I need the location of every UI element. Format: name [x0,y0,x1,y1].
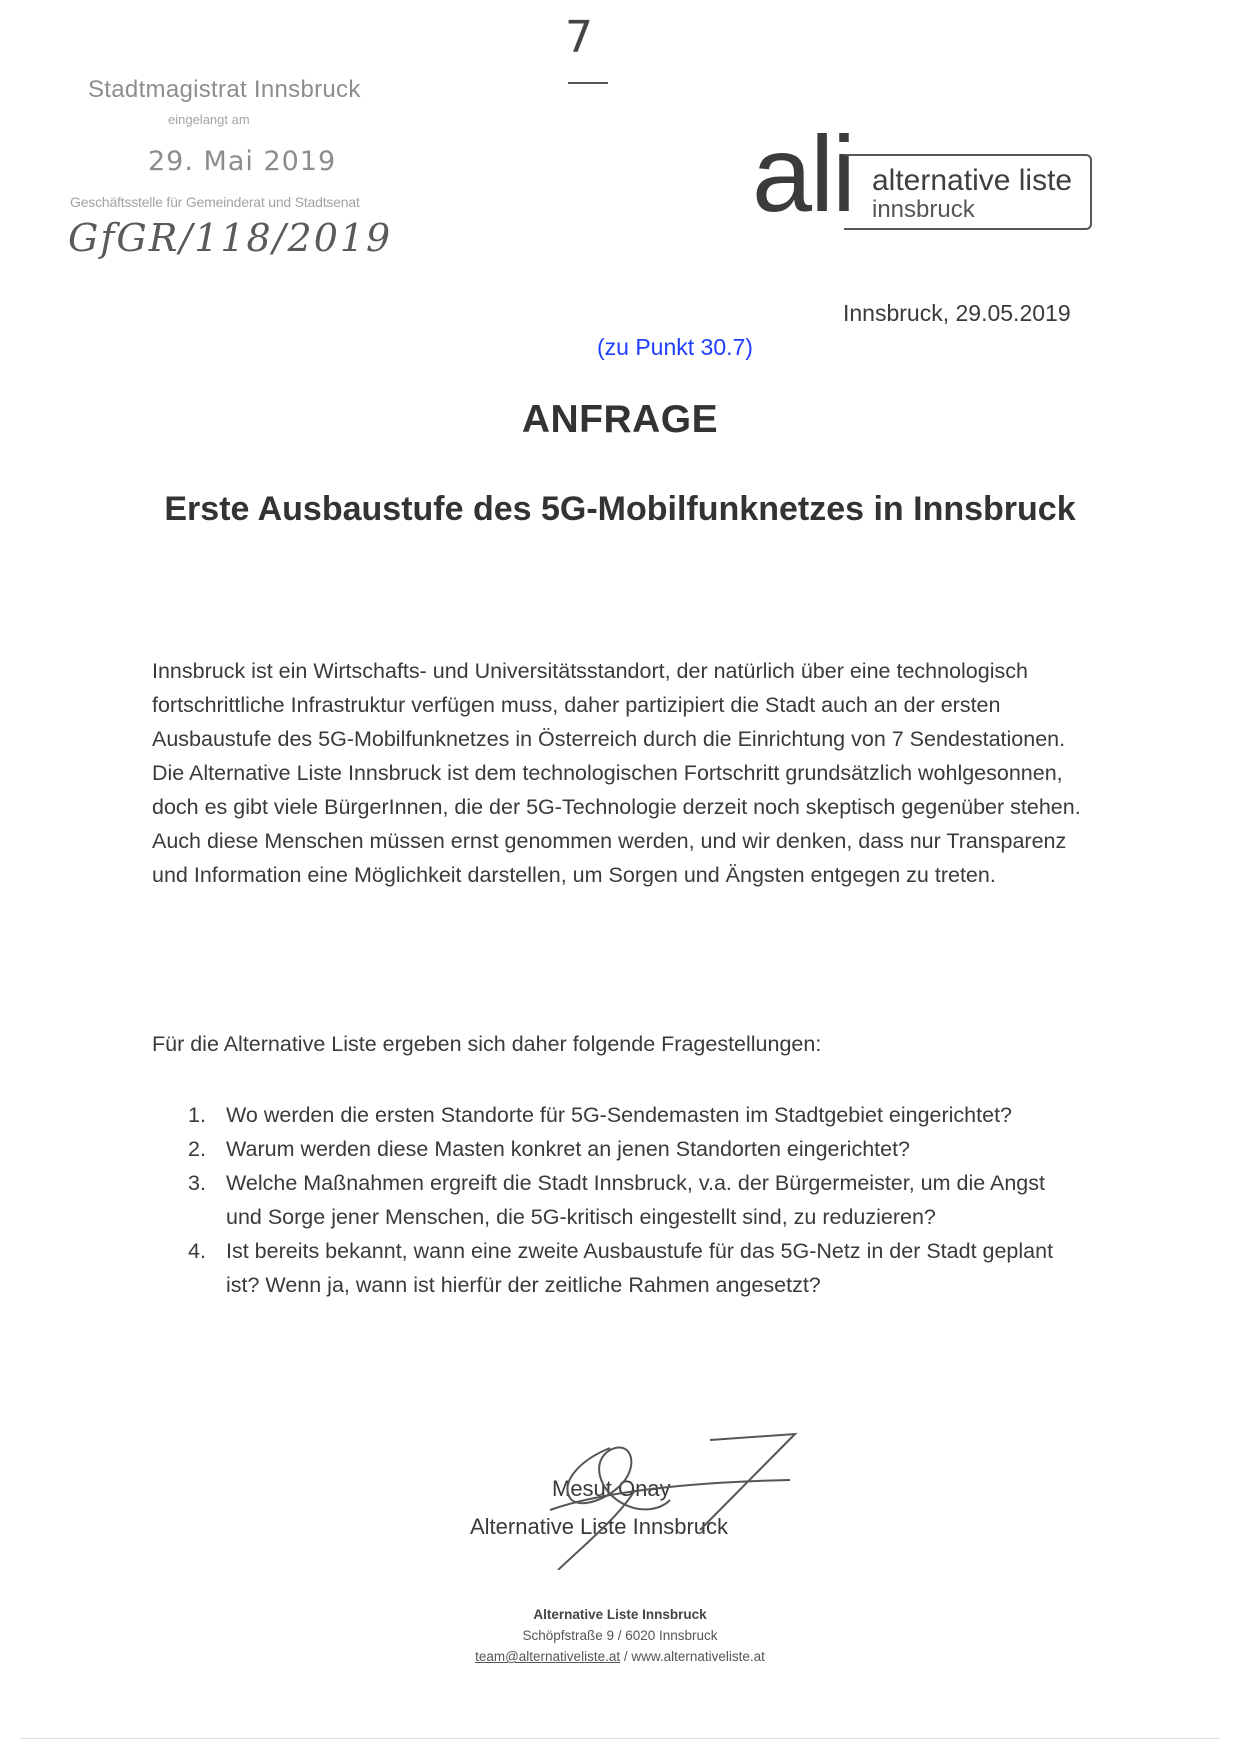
questions-intro: Für die Alternative Liste ergeben sich daher folgende Fragestellungen: [152,1032,822,1056]
page-bottom-edge [20,1738,1220,1739]
question-number: 4. [188,1239,206,1263]
logo-mark: ali [752,113,855,234]
agenda-reference: (zu Punkt 30.7) [597,334,753,360]
question-item [180,1098,1080,1132]
body-text [152,654,1082,892]
stamp-office: Stadtmagistrat Innsbruck [88,76,361,103]
signatory-name: Mesut Onay [552,1476,671,1501]
place-date: Innsbruck, 29.05.2019 [843,300,1071,326]
letter-footer [0,1604,1240,1667]
signatory-organization: Alternative Liste Innsbruck [470,1514,729,1539]
paragraph-2: Die Alternative Liste Innsbruck ist dem technologischen Fortschritt grundsätzlich wohlgesonnen, doch es gibt viele BürgerInnen, die der 5G-Technologie derzeit noch skeptisch gegenüber stehen. [152,761,1081,819]
question-number: 1. [188,1103,206,1127]
footer-separator: / [620,1649,632,1664]
handwritten-signature [460,1420,840,1570]
question-text: Wo werden die ersten Standorte für 5G-Sendemasten im Stadtgebiet eingerichtet? [226,1103,1012,1127]
question-text: Welche Maßnahmen ergreift die Stadt Innsbruck, v.a. der Bürgermeister, um die Angst und Sorge jener Menschen, die 5G-kritisch eingestellt sind, zu reduzieren? [226,1171,1045,1229]
ali-logo [752,113,1092,234]
signature-block [460,1420,840,1570]
stamp-received-label: eingelangt am [168,112,250,127]
question-item [180,1234,1080,1302]
stamp-date: 29. Mai 2019 [148,146,337,177]
question-number: 2. [188,1137,206,1161]
document-title: Erste Ausbaustufe des 5G-Mobilfunknetzes in Innsbruck [164,490,1076,528]
document-type-heading: ANFRAGE [521,398,719,441]
logo-line-1: alternative liste [872,164,1073,197]
paragraph-3: Auch diese Menschen müssen ernst genommen werden, und wir denken, dass nur Transparenz und Information eine Möglichkeit darstellen, um Sorgen und Ängsten entgegen zu treten. [152,829,1067,887]
page-number: 7 [565,12,593,63]
question-item [180,1132,1080,1166]
question-text: Warum werden diese Masten konkret an jenen Standorten eingerichtet? [226,1137,911,1161]
question-number: 3. [188,1171,206,1195]
question-text: Ist bereits bekannt, wann eine zweite Ausbaustufe für das 5G-Netz in der Stadt geplant ist? Wenn ja, wann ist hierfür der zeitliche Rahmen angesetzt? [226,1239,1054,1297]
footer-website[interactable]: www.alternativeliste.at [631,1649,765,1664]
footer-contact [0,1646,1240,1667]
footer-address: Schöpfstraße 9 / 6020 Innsbruck [522,1628,718,1643]
logo-line-2: innsbruck [872,196,975,223]
footer-organization: Alternative Liste Innsbruck [533,1607,707,1622]
question-item [180,1166,1080,1234]
page-number-underline [568,82,608,84]
paragraph-1: Innsbruck ist ein Wirtschafts- und Universitätsstandort, der natürlich über eine technologisch fortschrittliche Infrastruktur verfügen muss, daher partizipiert die Stadt auch an der ersten Ausbaustufe des 5G-Mobilfunknetzes in Österreich durch die Einrichtung von 7 Sendestationen. [152,659,1066,751]
stamp-file-number: GfGR/118/2019 [68,216,393,260]
footer-email-link[interactable]: team@alternativeliste.at [475,1649,621,1664]
questions-list [180,1098,1080,1302]
stamp-department: Geschäftsstelle für Gemeinderat und Stadtsenat [70,194,360,210]
